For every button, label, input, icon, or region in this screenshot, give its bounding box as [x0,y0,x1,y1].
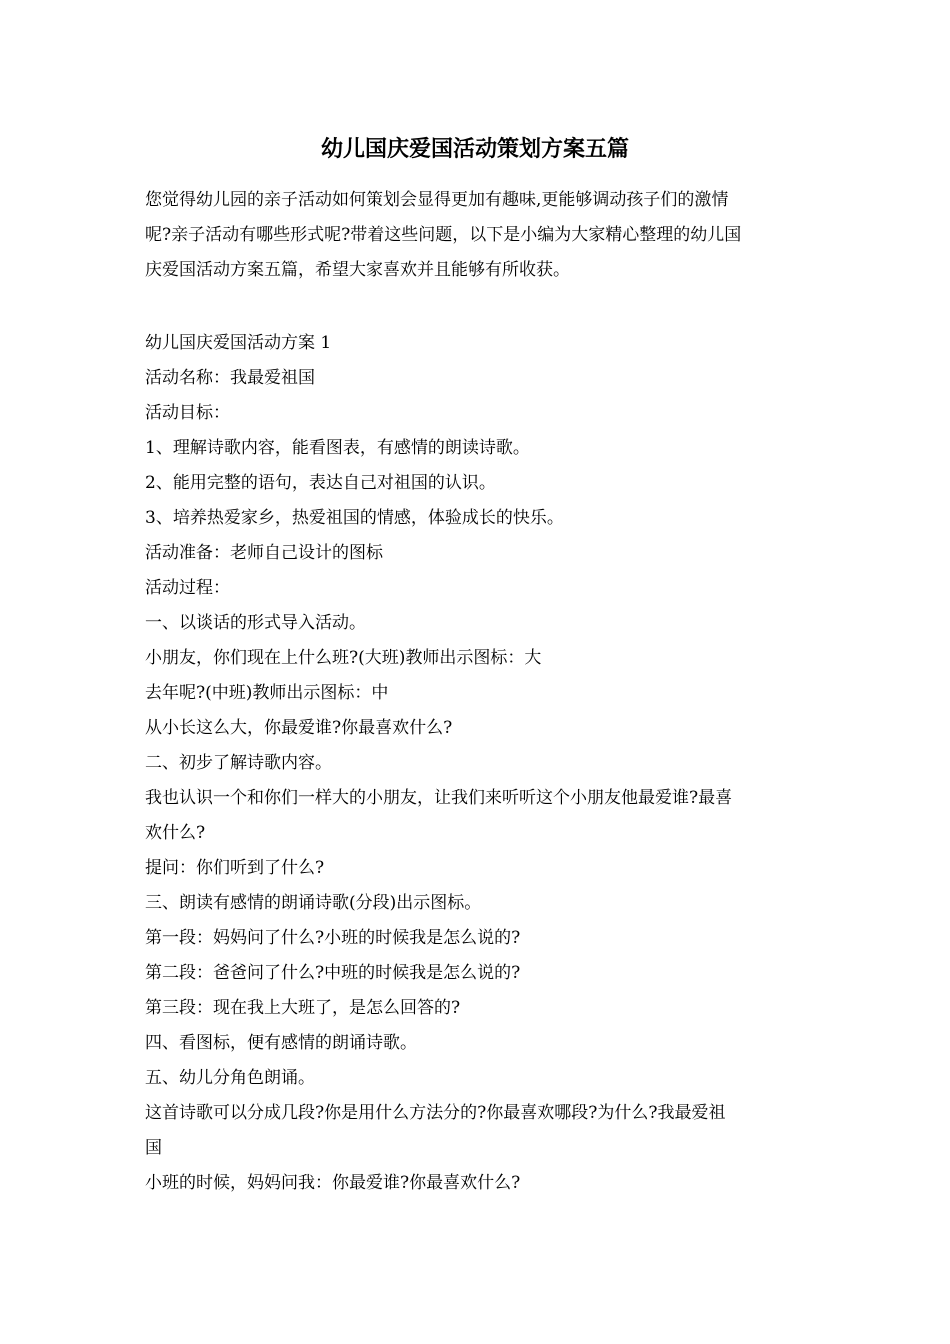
text-line: 三、朗读有感情的朗诵诗歌(分段)出示图标。 [145,893,482,913]
text-line: 活动过程： [145,578,230,598]
text-line: 小朋友，你们现在上什么班?(大班)教师出示图标：大 [145,648,542,668]
document-body [145,326,810,1201]
text-line: 从小长这么大，你最爱谁?你最喜欢什么? [145,718,453,738]
text-line: 这首诗歌可以分成几段?你是用什么方法分的?你最喜欢哪段?为什么?我最爱祖 [145,1103,726,1123]
document-title: 幼儿国庆爱国活动策划方案五篇 [320,136,629,162]
text-line: 第三段：现在我上大班了，是怎么回答的? [145,998,461,1018]
text-line: 去年呢?(中班)教师出示图标：中 [145,683,389,703]
text-line: 国 [145,1138,162,1158]
intro-line: 呢?亲子活动有哪些形式呢?带着这些问题，以下是小编为大家精心整理的幼儿国 [145,225,742,245]
text-line: 2、能用完整的语句，表达自己对祖国的认识。 [145,473,496,493]
text-line: 3、培养热爱家乡，热爱祖国的情感，体验成长的快乐。 [145,508,564,528]
intro-paragraph [145,183,810,288]
text-line: 欢什么? [145,823,206,843]
text-line: 活动目标： [145,403,230,423]
text-line: 1、理解诗歌内容，能看图表，有感情的朗读诗歌。 [145,438,530,458]
text-line: 活动准备：老师自己设计的图标 [145,543,383,563]
text-line: 提问：你们听到了什么? [145,858,325,878]
intro-line: 您觉得幼儿园的亲子活动如何策划会显得更加有趣味,更能够调动孩子们的激情 [145,190,729,210]
section-heading: 幼儿国庆爱国活动方案 1 [145,333,332,353]
text-line: 四、看图标，便有感情的朗诵诗歌。 [145,1033,417,1053]
text-line: 我也认识一个和你们一样大的小朋友，让我们来听听这个小朋友他最爱谁?最喜 [145,788,733,808]
text-line: 二、初步了解诗歌内容。 [145,753,332,773]
text-line: 第一段：妈妈问了什么?小班的时候我是怎么说的? [145,928,521,948]
text-line: 一、以谈话的形式导入活动。 [145,613,366,633]
text-line: 第二段：爸爸问了什么?中班的时候我是怎么说的? [145,963,521,983]
text-line: 小班的时候，妈妈问我：你最爱谁?你最喜欢什么? [145,1173,521,1193]
text-line: 五、幼儿分角色朗诵。 [145,1068,315,1088]
text-line: 活动名称：我最爱祖国 [145,368,315,388]
intro-line: 庆爱国活动方案五篇，希望大家喜欢并且能够有所收获。 [145,260,570,280]
